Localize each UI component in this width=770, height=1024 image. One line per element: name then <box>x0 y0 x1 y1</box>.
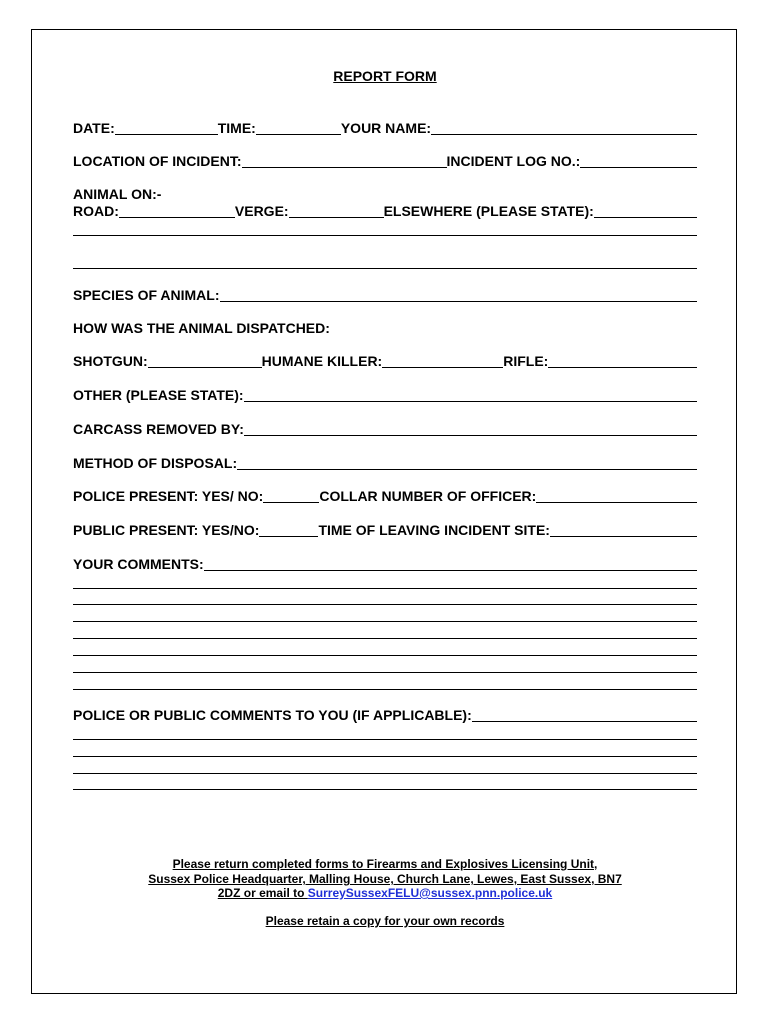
your-name-field[interactable] <box>431 122 697 135</box>
elsewhere-label: ELSEWHERE (PLEASE STATE): <box>383 203 594 219</box>
public-present-label: PUBLIC PRESENT: YES/NO: <box>73 522 260 538</box>
comments-line[interactable] <box>73 655 697 656</box>
dispatched-row <box>73 320 697 336</box>
police-present-row <box>73 488 697 504</box>
location-row <box>73 153 697 169</box>
date-label: DATE: <box>73 120 115 136</box>
your-comments-row <box>73 556 697 572</box>
location-field[interactable] <box>242 155 447 168</box>
verge-field[interactable] <box>289 205 384 218</box>
comments-line[interactable] <box>73 621 697 622</box>
humane-killer-field[interactable] <box>382 355 503 368</box>
retain-note <box>0 914 770 928</box>
your-name-label: YOUR NAME: <box>340 120 432 136</box>
verge-label: VERGE: <box>234 203 289 219</box>
comments-line[interactable] <box>73 638 697 639</box>
time-leaving-field[interactable] <box>550 524 697 537</box>
time-label: TIME: <box>217 120 256 136</box>
carcass-field[interactable] <box>244 423 697 436</box>
comments-line[interactable] <box>73 588 697 589</box>
footer-line-3 <box>0 886 770 900</box>
comments-line[interactable] <box>73 604 697 605</box>
retain-note-text: Please retain a copy for your own records <box>265 914 505 928</box>
location-label: LOCATION OF INCIDENT: <box>73 153 242 169</box>
footer-text-1: Please return completed forms to Firearms and Explosives Licensing Unit, <box>172 857 598 871</box>
weapon-row <box>73 353 697 369</box>
carcass-label: CARCASS REMOVED BY: <box>73 421 244 437</box>
species-label: SPECIES OF ANIMAL: <box>73 287 220 303</box>
species-field[interactable] <box>220 289 698 302</box>
police-comments-line[interactable] <box>73 756 697 757</box>
animal-on-label: ANIMAL ON:- <box>73 186 162 202</box>
police-present-label: POLICE PRESENT: YES/ NO: <box>73 488 264 504</box>
elsewhere-line-2[interactable] <box>73 268 697 269</box>
elsewhere-field[interactable] <box>594 205 697 218</box>
police-comments-line[interactable] <box>73 789 697 790</box>
date-field[interactable] <box>115 122 218 135</box>
footer-line-1 <box>0 857 770 871</box>
species-row <box>73 287 697 303</box>
carcass-row <box>73 421 697 437</box>
your-comments-label: YOUR COMMENTS: <box>73 556 204 572</box>
footer-text-3: 2DZ or email to <box>217 886 308 900</box>
police-public-comments-row <box>73 707 697 723</box>
time-leaving-label: TIME OF LEAVING INCIDENT SITE: <box>318 522 550 538</box>
location-type-row <box>73 203 697 219</box>
other-row <box>73 387 697 403</box>
road-field[interactable] <box>119 205 235 218</box>
collar-field[interactable] <box>536 490 697 503</box>
comments-line[interactable] <box>73 672 697 673</box>
police-present-field[interactable] <box>263 490 319 503</box>
animal-on-row <box>73 186 697 202</box>
comments-line[interactable] <box>73 689 697 690</box>
police-public-comments-field[interactable] <box>472 709 697 722</box>
disposal-field[interactable] <box>237 457 697 470</box>
police-public-comments-label: POLICE OR PUBLIC COMMENTS TO YOU (IF APPLICABLE): <box>73 707 472 723</box>
shotgun-field[interactable] <box>148 355 262 368</box>
police-comments-line[interactable] <box>73 739 697 740</box>
page-border <box>31 29 737 994</box>
other-field[interactable] <box>244 389 697 402</box>
footer-line-2 <box>0 872 770 886</box>
incident-log-field[interactable] <box>580 155 697 168</box>
elsewhere-line-1[interactable] <box>73 235 697 236</box>
road-label: ROAD: <box>73 203 119 219</box>
disposal-row <box>73 455 697 471</box>
public-present-field[interactable] <box>259 524 318 537</box>
collar-label: COLLAR NUMBER OF OFFICER: <box>319 488 537 504</box>
shotgun-label: SHOTGUN: <box>73 353 148 369</box>
disposal-label: METHOD OF DISPOSAL: <box>73 455 238 471</box>
time-field[interactable] <box>256 122 341 135</box>
footer-text-2: Sussex Police Headquarter, Malling House, Church Lane, Lewes, East Sussex, BN7 <box>148 872 622 886</box>
date-time-name-row <box>73 120 697 136</box>
police-comments-line[interactable] <box>73 773 697 774</box>
public-present-row <box>73 522 697 538</box>
form-title: REPORT FORM <box>333 68 437 84</box>
other-label: OTHER (PLEASE STATE): <box>73 387 244 403</box>
dispatched-label: HOW WAS THE ANIMAL DISPATCHED: <box>73 320 330 336</box>
incident-log-label: INCIDENT LOG NO.: <box>446 153 581 169</box>
humane-killer-label: HUMANE KILLER: <box>261 353 383 369</box>
rifle-label: RIFLE: <box>503 353 549 369</box>
rifle-field[interactable] <box>548 355 697 368</box>
email-link[interactable]: SurreySussexFELU@sussex.pnn.police.uk <box>307 886 553 900</box>
your-comments-field[interactable] <box>204 558 697 571</box>
